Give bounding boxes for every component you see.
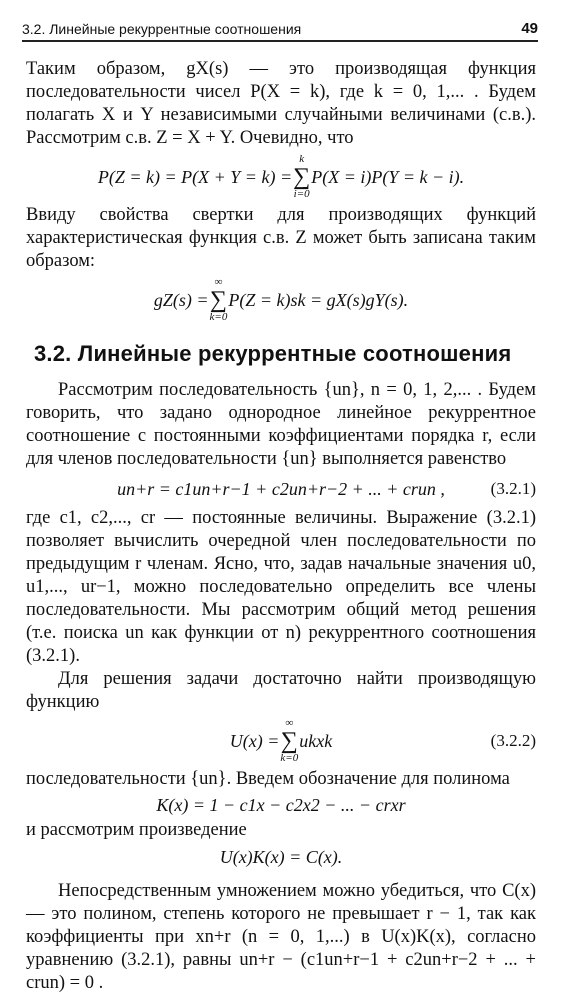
eq5-body: K(x) = 1 − c1x − c2x2 − ... − crxr (156, 795, 406, 815)
running-title: 3.2. Линейные рекуррентные соотношения (22, 21, 302, 37)
sum-symbol (210, 277, 228, 323)
eq4-left: U(x) = (229, 731, 280, 751)
paragraph-2: Ввиду свойства свертки для производящих функций характеристическая функция с.в. Z может быть записана таким образом: (26, 205, 536, 271)
sum-upper-limit: k (299, 153, 305, 165)
equation-product (26, 842, 536, 872)
equation-number: (3.2.1) (490, 479, 536, 498)
sum-upper-limit: ∞ (214, 276, 223, 288)
sum-lower-limit: k=0 (280, 752, 299, 764)
equation-polynomial (26, 791, 536, 819)
page-number: 49 (521, 20, 538, 37)
sum-lower-limit: i=0 (293, 188, 310, 200)
page-body (26, 58, 536, 995)
eq2-right: P(Z = k)sk = gX(s)gY(s). (228, 290, 409, 310)
paragraph-4: где c1, c2,..., cr — постоянные величины. Выражение (3.2.1) позволяет вычислить очередной член последовательности по предыдущим r членам. Ясно, что, задав начальные значения u0, u1,..., ur−1, можно последовательно определить все члены последовательности. Мы рассмотрим общий метод решения (т.е. поиска un как функции от n) рекуррентного соотношения (3.2.1). (26, 508, 536, 666)
sigma-icon: ∑ (293, 164, 311, 190)
eq2-left: gZ(s) = (153, 290, 209, 310)
paragraph-7: и рассмотрим произведение (26, 820, 247, 840)
sum-lower-limit: k=0 (209, 311, 228, 323)
sum-symbol (280, 718, 298, 764)
section-heading: 3.2. Линейные рекуррентные соотношения (34, 341, 512, 366)
sigma-icon: ∑ (280, 728, 298, 754)
eq6-body: U(x)K(x) = C(x). (219, 847, 343, 867)
eq1-left: P(Z = k) = P(X + Y = k) = (97, 167, 293, 187)
eq3-body: un+r = c1un+r−1 + c2un+r−2 + ... + crun , (117, 479, 445, 499)
paragraph-3: Рассмотрим последовательность {un}, n = 0, 1, 2,... . Будем говорить, что задано однородное линейное рекуррентное соотношение с постоянными коэффициентами порядка r, если для членов последовательности {un} выполняется равенство (26, 380, 536, 469)
sum-symbol (293, 154, 310, 200)
page-header (22, 16, 538, 42)
sigma-icon: ∑ (209, 287, 227, 313)
equation-generating-z (26, 273, 536, 327)
equation-convolution (26, 150, 536, 204)
paragraph-6: последовательности {un}. Введем обозначение для полинома (26, 769, 510, 789)
paragraph-8: Непосредственным умножением можно убедиться, что C(x) — это полином, степень которого не превышает r − 1, так как коэффициенты при xn+r (n = 0, 1,...) в U(x)K(x), согласно уравнению (3.2.1), равны un+r − (c1un+r−1 + c2un+r−2 + ... + crun) = 0 . (26, 881, 536, 993)
equation-3-2-1 (26, 471, 536, 507)
eq4-right: ukxk (299, 731, 333, 751)
eq1-right: P(X = i)P(Y = k − i). (311, 167, 465, 187)
paragraph-1: Таким образом, gX(s) — это производящая функция последовательности чисел P(X = k), где k = 0, 1,... . Будем полагать X и Y независимыми случайными величинами (с.в.). Рассмотрим с.в. Z = X + Y. Очевидно, что (26, 59, 536, 148)
sum-upper-limit: ∞ (285, 717, 294, 729)
equation-3-2-2 (26, 714, 536, 768)
equation-number: (3.2.2) (490, 731, 536, 750)
paragraph-5: Для решения задачи достаточно найти производящую функцию (26, 669, 536, 712)
